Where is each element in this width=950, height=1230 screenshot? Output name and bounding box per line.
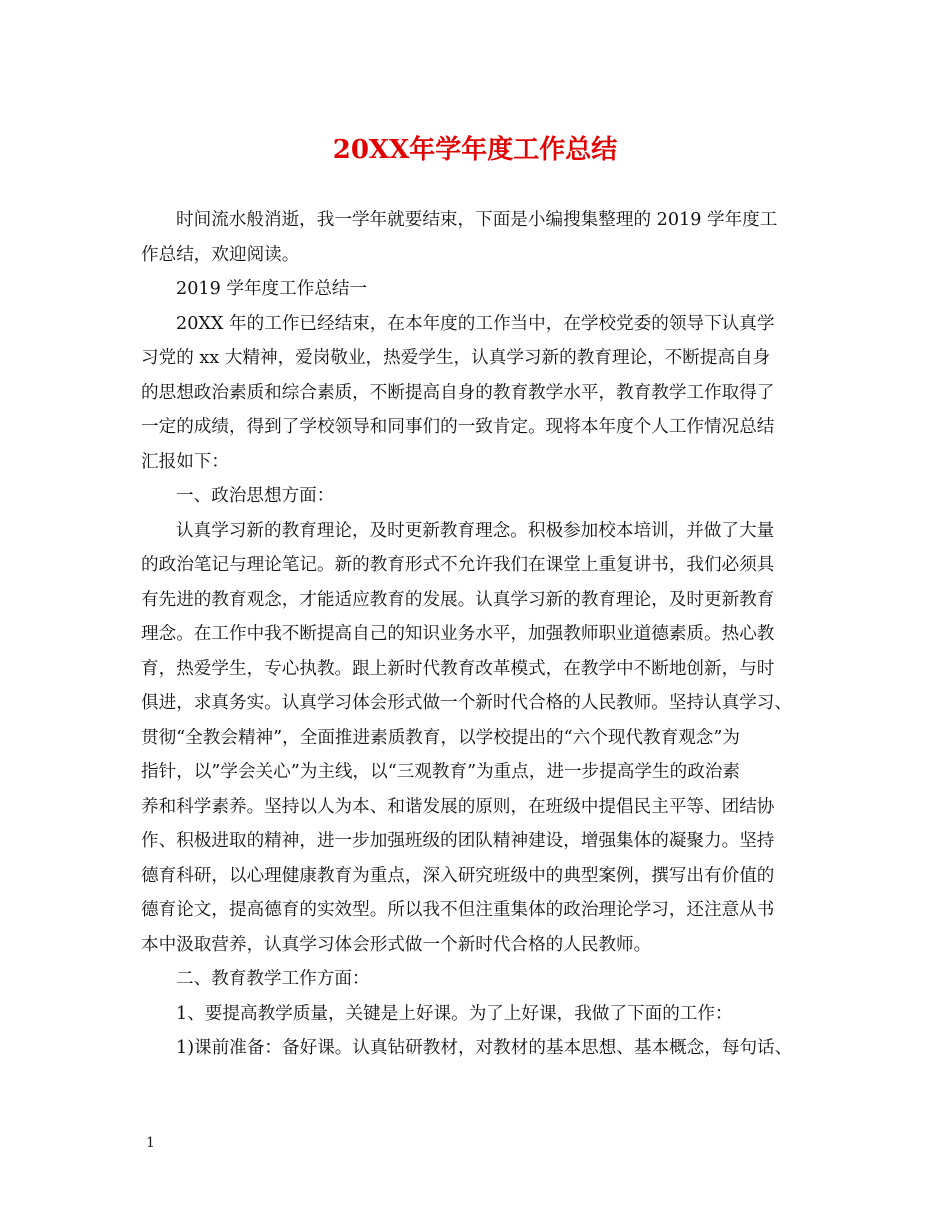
paragraph-line: 本中汲取营养，认真学习体会形式做一个新时代合格的人民教师。 (141, 934, 652, 955)
paragraph-line: 时间流水般消逝，我一学年就要结束，下面是小编搜集整理的 2019 学年度工 (176, 210, 778, 230)
paragraph-line: 育，热爱学生，专心执教。跟上新时代教育改革模式，在教学中不断地创新，与时 (141, 658, 775, 679)
paragraph-line: 养和科学素养。坚持以人为本、和谐发展的原则，在班级中提倡民主平等、团结协 (141, 796, 775, 817)
paragraph-line: 的政治笔记与理论笔记。新的教育形式不允许我们在课堂上重复讲书，我们必须具 (141, 555, 775, 575)
document-body (141, 203, 816, 1066)
paragraph-line: 认真学习新的教育理论，及时更新教育理念。积极参加校本培训，并做了大量 (176, 520, 775, 541)
paragraph-line: 德育科研，以心理健康教育为重点，深入研究班级中的典型案例，撰写出有价值的 (141, 865, 775, 886)
paragraph-line: 20XX 年的工作已经结束，在本年度的工作当中，在学校党委的领导下认真学 (176, 313, 775, 334)
document-title: 20XX年学年度工作总结 (332, 135, 618, 165)
paragraph-line: 作总结，欢迎阅读。 (141, 244, 300, 265)
paragraph-line: 一定的成绩，得到了学校领导和同事们的一致肯定。现将本年度个人工作情况总结 (141, 417, 775, 437)
paragraph-line: 1、要提高教学质量，关键是上好课。为了上好课，我做了下面的工作： (176, 1003, 733, 1024)
paragraph-line: 1)课前准备：备好课。认真钻研教材，对教材的基本思想、基本概念，每句话、 (176, 1038, 793, 1058)
paragraph-line: 作、积极进取的精神，进一步加强班级的团队精神建设，增强集体的凝聚力。坚持 (141, 831, 775, 851)
paragraph-line: 习党的 xx 大精神，爱岗敬业，热爱学生，认真学习新的教育理论，不断提高自身 (141, 348, 771, 368)
page-number: 1 (146, 1135, 155, 1151)
paragraph-line: 俱进，求真务实。认真学习体会形式做一个新时代合格的人民教师。坚持认真学习、 (141, 693, 792, 713)
paragraph-line: 指针，以”学会关心”为主线，以“三观教育”为重点，进一步提高学生的政治素 (141, 762, 740, 782)
section-heading: 一、政治思想方面： (176, 486, 335, 506)
paragraph-line: 理念。在工作中我不断提高自己的知识业务水平，加强教师职业道德素质。热心教 (141, 624, 775, 644)
paragraph-line: 汇报如下： (141, 451, 229, 472)
section-heading: 2019 学年度工作总结一 (176, 279, 368, 299)
paragraph-line: 的思想政治素质和综合素质，不断提高自身的教育教学水平，教育教学工作取得了 (141, 382, 775, 403)
paragraph-line: 贯彻“全教会精神”，全面推进素质教育，以学校提出的“六个现代教育观念”为 (141, 727, 740, 748)
paragraph-line: 有先进的教育观念，才能适应教育的发展。认真学习新的教育理论，及时更新教育 (141, 589, 775, 610)
section-heading: 二、教育教学工作方面： (176, 969, 370, 989)
paragraph-line: 德育论文，提高德育的实效型。所以我不但注重集体的政治理论学习，还注意从书 (141, 900, 775, 920)
